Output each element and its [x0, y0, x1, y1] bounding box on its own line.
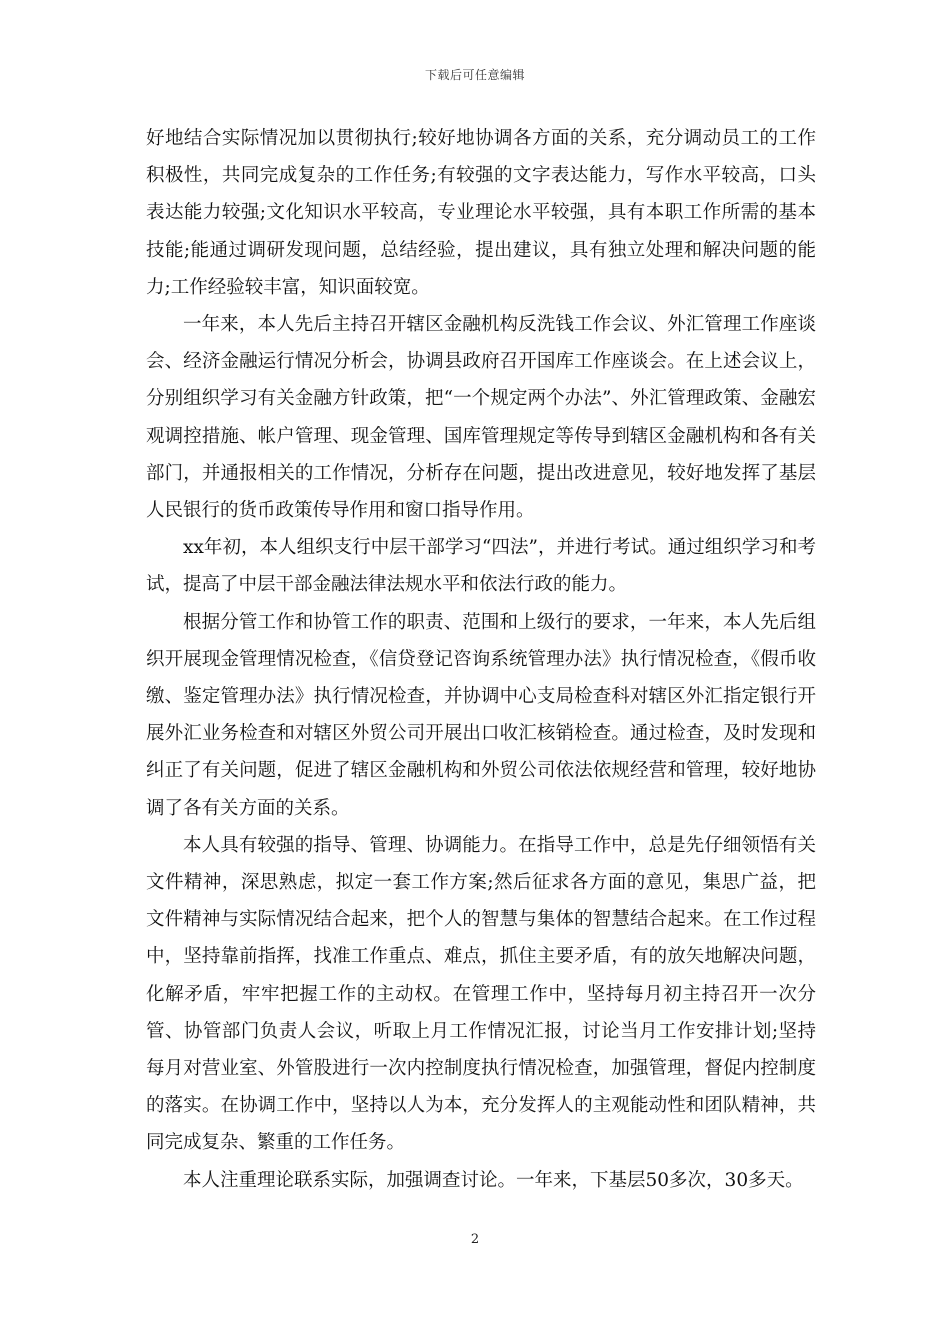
page-number: 2 [470, 1232, 480, 1247]
document-body [146, 120, 816, 1199]
paragraph-6: 本人注重理论联系实际，加强调查讨论。一年来，下基层50多次，30多天。 [183, 1169, 804, 1191]
paragraph-2: 一年来，本人先后主持召开辖区金融机构反洗钱工作会议、外汇管理工作座谈会、经济金融运行情况分析会，协调县政府召开国库工作座谈会。在上述会议上，分别组织学习有关金融方针政策，把“一个规定两个办法”、外汇管理政策、金融宏观调控措施、帐户管理、现金管理、国库管理规定等传导到辖区金融机构和各有关部门，并通报相关的工作情况，分析存在问题，提出改进意见，较好地发挥了基层人民银行的货币政策传导作用和窗口指导作用。 [146, 314, 816, 522]
paragraph-1: 好地结合实际情况加以贯彻执行;较好地协调各方面的关系，充分调动员工的工作积极性，共同完成复杂的工作任务;有较强的文字表达能力，写作水平较高，口头表达能力较强;文化知识水平较高，专业理论水平较强，具有本职工作所需的基本技能;能通过调研发现问题，总结经验，提出建议，具有独立处理和解决问题的能力;工作经验较丰富，知识面较宽。 [146, 128, 816, 298]
paragraph-5: 本人具有较强的指导、管理、协调能力。在指导工作中，总是先仔细领悟有关文件精神，深思熟虑，拟定一套工作方案;然后征求各方面的意见，集思广益，把文件精神与实际情况结合起来，把个人的智慧与集体的智慧结合起来。在工作过程中，坚持靠前指挥，找准工作重点、难点，抓住主要矛盾，有的放矢地解决问题，化解矛盾，牢牢把握工作的主动权。在管理工作中，坚持每月初主持召开一次分管、协管部门负责人会议，听取上月工作情况汇报，讨论当月工作安排计划;坚持每月对营业室、外管股进行一次内控制度执行情况检查，加强管理，督促内控制度的落实。在协调工作中，坚持以人为本，充分发挥人的主观能动性和团队精神，共同完成复杂、繁重的工作任务。 [146, 834, 816, 1154]
page-header: 下载后可任意编辑 [424, 68, 525, 82]
paragraph-4: 根据分管工作和协管工作的职责、范围和上级行的要求，一年来，本人先后组织开展现金管理情况检查，《信贷登记咨询系统管理办法》执行情况检查，《假币收缴、鉴定管理办法》执行情况检查，并协调中心支局检查科对辖区外汇指定银行开展外汇业务检查和对辖区外贸公司开展出口收汇核销检查。通过检查，及时发现和纠正了有关问题，促进了辖区金融机构和外贸公司依法依规经营和管理，较好地协调了各有关方面的关系。 [146, 611, 816, 819]
paragraph-3: xx年初，本人组织支行中层干部学习“四法”，并进行考试。通过组织学习和考试，提高了中层干部金融法律法规水平和依法行政的能力。 [146, 537, 816, 596]
